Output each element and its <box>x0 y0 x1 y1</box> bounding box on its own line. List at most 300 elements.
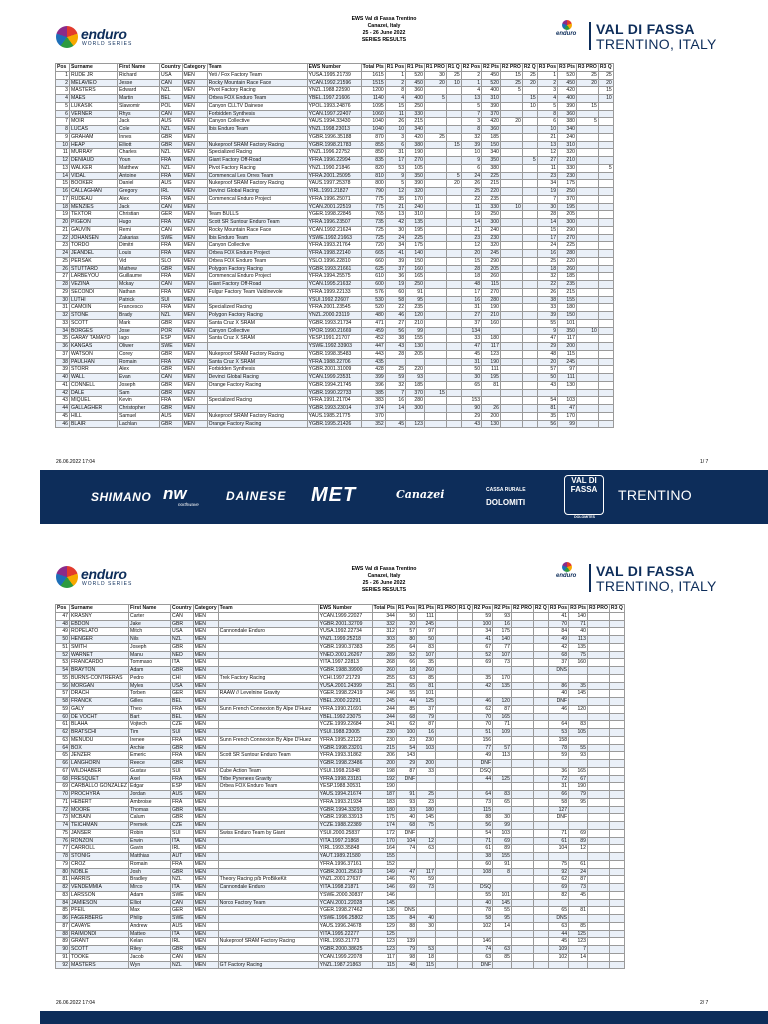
cell-r3-pro <box>587 876 609 884</box>
cell-r3-pts: 205 <box>558 211 577 219</box>
cell-r1-q <box>457 868 472 876</box>
cell-r2-pro <box>511 721 533 729</box>
cell-r2-q: 20 <box>522 79 537 87</box>
cell-first-name: Adam <box>129 891 171 899</box>
cell-r1-q <box>457 620 472 628</box>
cell-first-name: Mark <box>118 319 160 327</box>
cell-team <box>218 930 318 938</box>
cell-r2-pts: 87 <box>493 705 512 713</box>
sponsor-dolomites: DOLOMITES <box>574 515 595 519</box>
table-row <box>56 188 614 196</box>
table-row <box>56 250 614 258</box>
cell-r3-q: 25 <box>598 71 613 79</box>
cell-surname: CAVAYE <box>70 922 129 930</box>
cell-r2-pro <box>511 876 533 884</box>
table-row <box>56 860 625 868</box>
cell-r2-pts: 14 <box>493 922 512 930</box>
cell-ews-number: YBEL.1992.23075 <box>318 713 372 721</box>
cell-first-name: Alex <box>118 195 160 203</box>
cell-team: Canyon CLLTV Dainese <box>207 102 307 110</box>
cell-r3-q <box>609 876 624 884</box>
cell-r1-pts: 63 <box>417 845 436 853</box>
cell-r1-q <box>446 358 461 366</box>
cell-r3-pro <box>587 961 609 969</box>
cell-pos: 57 <box>56 690 70 698</box>
cell-category: MEN <box>193 876 218 884</box>
sponsor-met: MET <box>311 484 357 506</box>
cell-r2-pts: 69 <box>493 837 512 845</box>
table-row <box>56 946 625 954</box>
cell-team <box>207 389 307 397</box>
cell-r2-pos: 24 <box>461 172 481 180</box>
cell-r3-pts: 340 <box>558 126 577 134</box>
cell-r3-pro <box>587 659 609 667</box>
cell-r3-pos: 66 <box>548 791 568 799</box>
cell-r2-pro <box>500 164 522 172</box>
cell-total-pts: 775 <box>361 203 385 211</box>
cell-r2-pts <box>493 930 512 938</box>
cell-first-name: Elliott <box>118 141 160 149</box>
cell-surname: GALY <box>70 705 129 713</box>
cell-pos: 84 <box>56 899 70 907</box>
cell-ews-number: YFRA.1993.31862 <box>318 752 372 760</box>
table-row <box>56 172 614 180</box>
cell-r3-q <box>598 149 613 157</box>
cell-r2-pro <box>500 389 522 397</box>
cell-r3-pro <box>576 374 598 382</box>
cell-r2-pro <box>500 257 522 265</box>
cell-r3-pro <box>587 752 609 760</box>
cell-country: FRA <box>171 705 194 713</box>
cell-r3-pro: 15 <box>576 102 598 110</box>
cell-r1-pts: 145 <box>417 814 436 822</box>
cell-r2-pts: 175 <box>493 628 512 636</box>
table-row <box>56 729 625 737</box>
cell-r1-q <box>457 860 472 868</box>
cell-team <box>218 721 318 729</box>
cell-r1-q <box>446 335 461 343</box>
cell-r1-pos: 58 <box>385 296 405 304</box>
cell-r2-pro <box>511 643 533 651</box>
cell-r2-q <box>533 767 548 775</box>
cell-ews-number: YGBR.1998.35483 <box>307 350 361 358</box>
cell-r2-pro <box>500 250 522 258</box>
cell-pos: 56 <box>56 682 70 690</box>
cell-surname: MOORE <box>70 806 129 814</box>
cell-r2-pos: 41 <box>472 636 492 644</box>
cell-pos: 78 <box>56 853 70 861</box>
cell-r1-pos: 88 <box>396 922 416 930</box>
cell-r3-q <box>609 907 624 915</box>
cell-total-pts: 352 <box>361 420 385 428</box>
cell-pos: 7 <box>56 118 70 126</box>
cell-total-pts: 775 <box>361 195 385 203</box>
cell-r2-pts: 195 <box>482 374 501 382</box>
cell-r2-pts <box>493 667 512 675</box>
cell-r3-pos: 22 <box>537 281 557 289</box>
cell-r3-pts: 135 <box>569 643 588 651</box>
cell-surname: LARBEYOU <box>70 273 118 281</box>
cell-r1-q <box>457 705 472 713</box>
cell-ews-number: YNZL.2001.27637 <box>318 876 372 884</box>
cell-country: CZE <box>171 822 194 830</box>
cell-ews-number: YFRA.1994.25575 <box>307 273 361 281</box>
cell-r2-pro <box>500 265 522 273</box>
cell-surname: LUKASIK <box>70 102 118 110</box>
cell-r2-q <box>522 350 537 358</box>
cell-r3-pts <box>569 760 588 768</box>
cell-ews-number: YGBR.1993.21734 <box>307 319 361 327</box>
cell-r2-q <box>533 922 548 930</box>
cell-total-pts: 123 <box>372 946 396 954</box>
cell-r1-pts: 250 <box>406 102 425 110</box>
cell-r1-pts: 280 <box>406 397 425 405</box>
column-header-r1-pro: R1 PRO <box>436 605 456 611</box>
cell-r1-pro <box>424 265 446 273</box>
cell-r2-pos: 1 <box>461 79 481 87</box>
cell-category: MEN <box>182 374 207 382</box>
cell-country: SWE <box>171 891 194 899</box>
cell-r3-q <box>609 667 624 675</box>
cell-r2-pro <box>511 698 533 706</box>
cell-r2-pos: 64 <box>472 791 492 799</box>
cell-surname: TOOKE <box>70 953 129 961</box>
cell-r1-pts: 25 <box>417 791 436 799</box>
cell-r3-q <box>598 226 613 234</box>
cell-surname: BURNS-CONTRERAS <box>70 674 129 682</box>
cell-country: FRA <box>171 736 194 744</box>
enduro-ball-icon <box>56 566 78 588</box>
cell-r3-pro <box>587 915 609 923</box>
table-row <box>56 180 614 188</box>
cell-r2-pro <box>511 946 533 954</box>
table-row <box>56 760 625 768</box>
table-row <box>56 381 614 389</box>
cell-r1-pos: 27 <box>385 319 405 327</box>
cell-r3-pos: 33 <box>537 304 557 312</box>
cell-surname: PAULHAN <box>70 358 118 366</box>
cell-r2-q <box>533 729 548 737</box>
cell-r1-pts: 91 <box>406 288 425 296</box>
cell-r2-pos: 55 <box>472 891 492 899</box>
cell-ews-number: YFRA.1996.23507 <box>307 219 361 227</box>
logo-subtitle: WORLD SERIES <box>82 41 133 47</box>
cell-r3-pos: 14 <box>537 219 557 227</box>
cell-r1-pts: 30 <box>417 922 436 930</box>
cell-r1-pts: 215 <box>406 118 425 126</box>
cell-team <box>218 845 318 853</box>
cell-team: Santa Cruz X SRAM <box>207 335 307 343</box>
cell-total-pts: 383 <box>361 397 385 405</box>
cell-r3-pro <box>576 343 598 351</box>
cell-r2-pts <box>493 938 512 946</box>
cell-r3-pos: 82 <box>548 891 568 899</box>
cell-r3-pts: 97 <box>558 366 577 374</box>
cell-pos: 92 <box>56 961 70 969</box>
column-header-r3-q: R3 Q <box>610 605 623 611</box>
cell-r3-pro <box>587 690 609 698</box>
cell-r2-q <box>533 891 548 899</box>
cell-ews-number: YESP.1991.21707 <box>307 335 361 343</box>
cell-r3-q <box>598 219 613 227</box>
cell-r3-q <box>598 350 613 358</box>
cell-country: FRA <box>160 304 183 312</box>
cell-r1-pos: 35 <box>385 195 405 203</box>
cell-category: MEN <box>182 397 207 405</box>
cell-r1-pro <box>424 335 446 343</box>
cell-pos: 30 <box>56 296 70 304</box>
cell-r3-pro: 5 <box>576 118 598 126</box>
cell-r3-pro <box>576 172 598 180</box>
cell-r1-pro <box>435 876 457 884</box>
cell-r3-pro <box>587 667 609 675</box>
table-row <box>56 219 614 227</box>
cell-country: ESP <box>160 335 183 343</box>
cell-total-pts: 145 <box>372 899 396 907</box>
cell-r3-q <box>609 938 624 946</box>
cell-category: MEN <box>193 798 218 806</box>
cell-r3-q <box>609 953 624 961</box>
cell-r1-pts: 350 <box>406 172 425 180</box>
cell-pos: 40 <box>56 374 70 382</box>
cell-r3-q <box>609 628 624 636</box>
cell-r1-pos: 98 <box>396 953 416 961</box>
cell-r3-q <box>598 133 613 141</box>
cell-r1-q <box>457 628 472 636</box>
cell-surname: GALLAGHER <box>70 405 118 413</box>
cell-team <box>218 853 318 861</box>
cell-category: MEN <box>193 667 218 675</box>
cell-r1-pos: 56 <box>385 327 405 335</box>
cell-r3-pts: 120 <box>569 705 588 713</box>
cell-r3-pts <box>569 713 588 721</box>
cell-surname: DENIAUD <box>70 157 118 165</box>
cell-r3-q <box>598 420 613 428</box>
cell-r3-pro <box>576 273 598 281</box>
cell-surname: KRASNY <box>70 612 129 620</box>
cell-r2-pos: 88 <box>472 814 492 822</box>
cell-pos: 36 <box>56 343 70 351</box>
cell-team: Swiss Enduro Team by Giant <box>218 829 318 837</box>
table-row <box>56 366 614 374</box>
enduro-ball-icon <box>56 26 78 48</box>
cell-r2-q <box>522 164 537 172</box>
cell-r2-pos: 52 <box>472 651 492 659</box>
cell-r3-pos: 104 <box>548 845 568 853</box>
cell-r1-q <box>446 273 461 281</box>
cell-r3-pts: 24 <box>569 868 588 876</box>
cell-total-pts: 520 <box>361 304 385 312</box>
cell-team: Ibis Enduro Team <box>207 234 307 242</box>
table-row <box>56 829 625 837</box>
cell-pos: 1 <box>56 71 70 79</box>
cell-r1-q <box>457 922 472 930</box>
cell-r3-pts <box>569 899 588 907</box>
cell-team: Yeti / Fox Factory Team <box>207 71 307 79</box>
cell-r2-pos: 134 <box>461 327 481 335</box>
cell-surname: CONNELL <box>70 381 118 389</box>
cell-r3-pos: 30 <box>537 203 557 211</box>
cell-pos: 51 <box>56 643 70 651</box>
cell-r1-q <box>446 250 461 258</box>
cell-surname: MIQUEL <box>70 397 118 405</box>
cell-r3-pro <box>587 853 609 861</box>
cell-r1-pos: 57 <box>396 628 416 636</box>
cell-pos: 90 <box>56 946 70 954</box>
cell-total-pts: 200 <box>372 760 396 768</box>
cell-country: IRL <box>171 938 194 946</box>
cell-r2-pts: 125 <box>493 775 512 783</box>
cell-ews-number: YGBR.1988.39900 <box>318 667 372 675</box>
cell-r2-q <box>522 335 537 343</box>
cell-r3-pro <box>576 195 598 203</box>
table-row <box>56 164 614 172</box>
cell-r2-pts: 101 <box>493 891 512 899</box>
cell-first-name: Theo <box>129 705 171 713</box>
cell-r3-q <box>609 915 624 923</box>
cell-category: MEN <box>182 358 207 366</box>
cell-total-pts: 136 <box>372 907 396 915</box>
cell-r3-pro <box>576 366 598 374</box>
cell-country: SLO <box>160 257 183 265</box>
cell-r1-q <box>446 195 461 203</box>
cell-r2-pts: 120 <box>493 698 512 706</box>
cell-pos: 60 <box>56 713 70 721</box>
cell-r1-pts <box>417 829 436 837</box>
cell-pos: 44 <box>56 405 70 413</box>
cell-country: AUS <box>160 412 183 420</box>
cell-total-pts: 625 <box>361 265 385 273</box>
cell-pos: 83 <box>56 891 70 899</box>
cell-r3-pts <box>558 389 577 397</box>
cell-r1-pro <box>424 273 446 281</box>
cell-r2-pos: 77 <box>472 744 492 752</box>
cell-r2-pts: 190 <box>482 358 501 366</box>
cell-r2-pos: 46 <box>472 698 492 706</box>
cell-r3-q <box>598 141 613 149</box>
cell-r1-pts: 115 <box>417 961 436 969</box>
cell-r3-pts: 310 <box>558 141 577 149</box>
cell-r1-pro <box>435 930 457 938</box>
cell-first-name: Robin <box>129 829 171 837</box>
cell-r1-q <box>457 814 472 822</box>
cell-r3-q <box>609 767 624 775</box>
cell-first-name: Nils <box>129 636 171 644</box>
cell-r1-pro <box>424 381 446 389</box>
cell-r3-pos: 78 <box>548 744 568 752</box>
cell-country: CZE <box>171 721 194 729</box>
cell-r3-pro <box>587 651 609 659</box>
cell-surname: RAIMONDI <box>70 930 129 938</box>
cell-r3-pts: 180 <box>558 304 577 312</box>
cell-total-pts: 174 <box>372 822 396 830</box>
cell-pos: 53 <box>56 659 70 667</box>
cell-r2-pro <box>500 335 522 343</box>
cell-r3-pos: 86 <box>548 682 568 690</box>
event-dates: 25 - 26 June 2022 <box>362 580 406 586</box>
cell-r2-pro <box>500 149 522 157</box>
cell-r1-q <box>457 643 472 651</box>
cell-r1-q <box>446 257 461 265</box>
cell-pos: 61 <box>56 721 70 729</box>
cell-r3-q <box>598 273 613 281</box>
cell-r3-q <box>609 783 624 791</box>
cell-ews-number: YNZL.1998.23013 <box>307 126 361 134</box>
cell-r3-q <box>609 713 624 721</box>
cell-first-name: Andrew <box>129 922 171 930</box>
cell-r3-pts: 113 <box>569 636 588 644</box>
cell-category: MEN <box>193 922 218 930</box>
cell-r2-pts <box>493 760 512 768</box>
cell-category: MEN <box>193 628 218 636</box>
cell-r3-pts <box>569 667 588 675</box>
cell-first-name: Rhys <box>118 110 160 118</box>
cell-surname: FAGERBERG <box>70 915 129 923</box>
cell-r2-pts: 140 <box>493 636 512 644</box>
cell-first-name: Irenee <box>129 736 171 744</box>
cell-r2-q <box>533 620 548 628</box>
cell-r2-q <box>533 899 548 907</box>
cell-total-pts: 175 <box>372 814 396 822</box>
cell-team: Giant Factory Off-Road <box>207 157 307 165</box>
cell-r3-pro: 25 <box>576 71 598 79</box>
column-header-team: Team <box>218 605 318 613</box>
cell-r2-q <box>522 366 537 374</box>
cell-team: Polygon Factory Racing <box>207 312 307 320</box>
cell-r3-q <box>609 744 624 752</box>
cell-r1-pos: 8 <box>385 87 405 95</box>
cell-country: USA <box>171 628 194 636</box>
cell-r3-pos: 36 <box>548 767 568 775</box>
cell-r2-pts: 55 <box>493 907 512 915</box>
cell-r1-q <box>446 226 461 234</box>
cell-surname: HILL <box>70 412 118 420</box>
cell-ews-number: YBEL.1997.21606 <box>307 95 361 103</box>
cell-r1-pos: 14 <box>385 405 405 413</box>
cell-r2-pos: 51 <box>472 729 492 737</box>
cell-r1-q <box>446 381 461 389</box>
cell-surname: FRESQUET <box>70 775 129 783</box>
cell-r3-pts: 290 <box>558 226 577 234</box>
table-row <box>56 242 614 250</box>
cell-r1-q <box>457 953 472 961</box>
cell-r1-pos: 24 <box>385 234 405 242</box>
cell-category: MEN <box>193 705 218 713</box>
cell-pos: 46 <box>56 420 70 428</box>
cell-r3-pos: 64 <box>548 721 568 729</box>
cell-r1-pro <box>435 682 457 690</box>
column-header-r2-pts: R2 Pts <box>494 605 510 611</box>
cell-r3-pts: 230 <box>558 172 577 180</box>
cell-r3-pos: 25 <box>537 257 557 265</box>
cell-country: NZL <box>160 87 183 95</box>
cell-r2-pos: 10 <box>461 149 481 157</box>
cell-r2-q <box>533 775 548 783</box>
cell-r2-pos: 90 <box>461 405 481 413</box>
cell-category: MEN <box>182 188 207 196</box>
cell-surname: VENDEMMIA <box>70 884 129 892</box>
cell-category: MEN <box>193 884 218 892</box>
column-header-r3-pro: R3 PRO <box>588 605 608 611</box>
cell-pos: 54 <box>56 667 70 675</box>
cell-r2-pts: 155 <box>493 853 512 861</box>
cell-team: Commencal Enduro Project <box>207 195 307 203</box>
cell-r3-pos: 102 <box>548 953 568 961</box>
cell-ews-number: YGBR.1994.33293 <box>318 806 372 814</box>
cell-ews-number: YSWE.1996.25802 <box>318 915 372 923</box>
cell-team: Nukeproof SRAM Factory Racing <box>207 412 307 420</box>
table-row <box>56 343 614 351</box>
